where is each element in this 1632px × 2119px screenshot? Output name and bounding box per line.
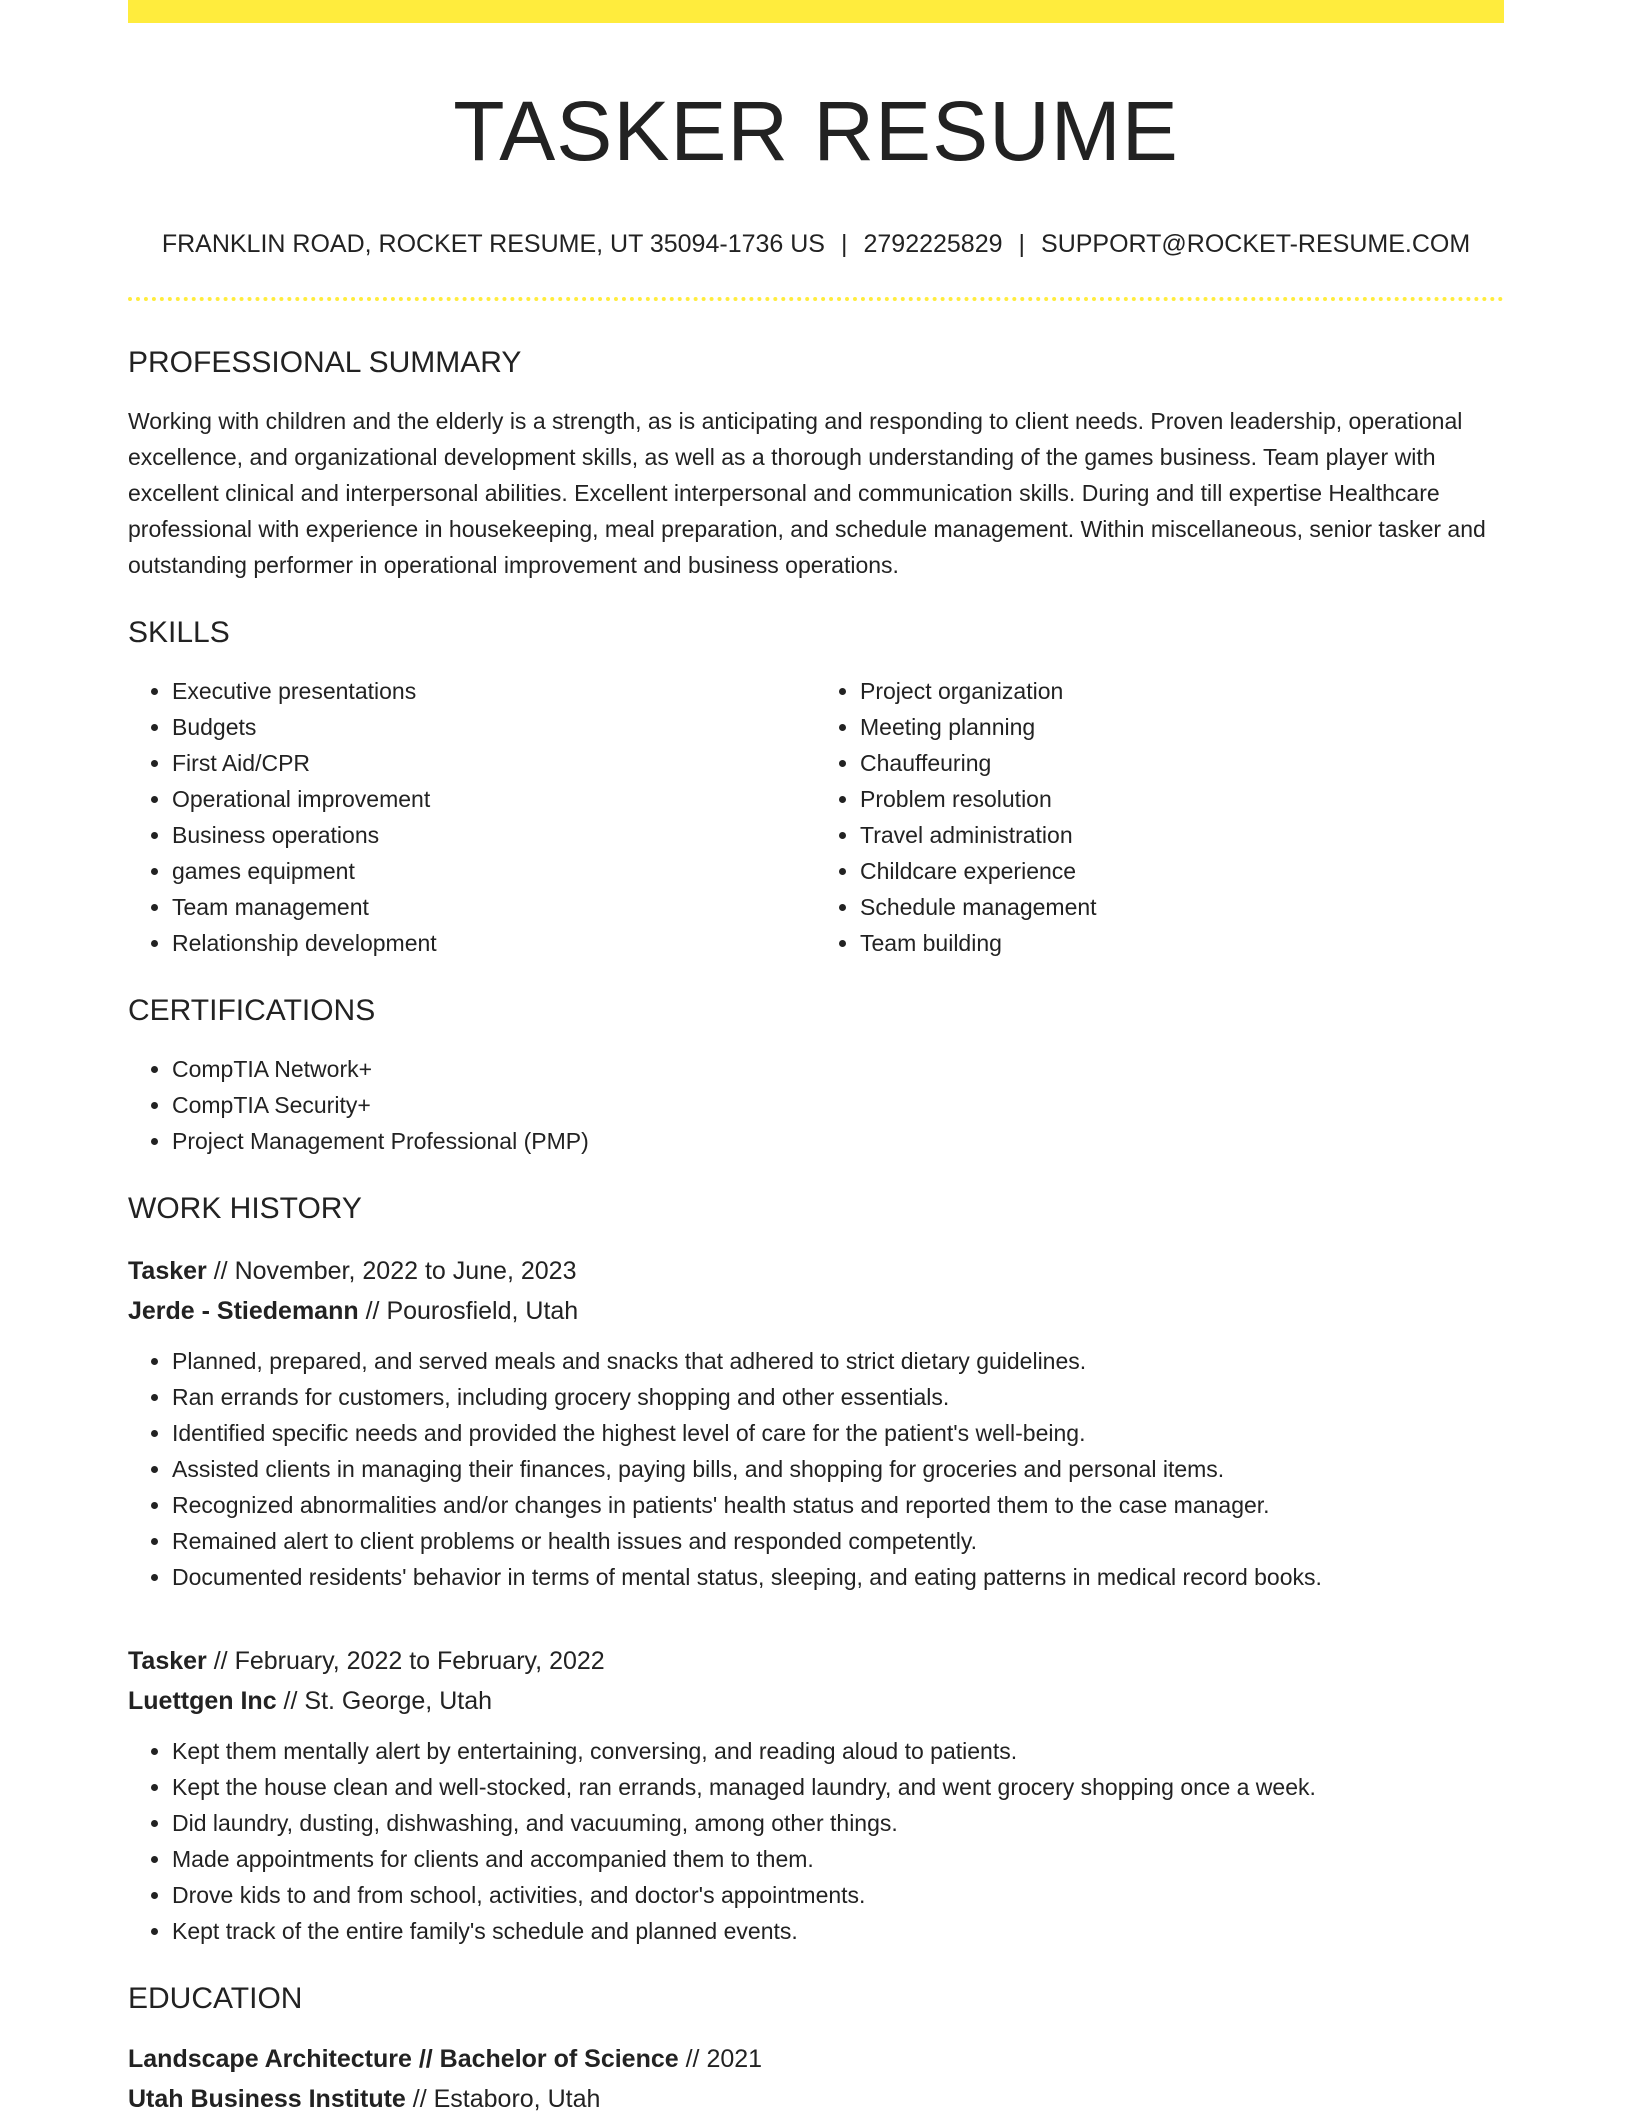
contact-line [128, 230, 1504, 259]
job-bullet: • Identified specific needs and provided the highest level of care for the patient's well-being. [172, 1415, 1504, 1451]
job-bullets [128, 1343, 1504, 1595]
skill-item: • Business operations [172, 817, 816, 853]
contact-separator: | [840, 229, 848, 258]
job-title-line [128, 1641, 1504, 1681]
skill-item: • Team building [860, 925, 1504, 961]
skills-list-left [128, 673, 816, 961]
dotted-divider [128, 297, 1504, 301]
contact-email: SUPPORT@ROCKET-RESUME.COM [1041, 229, 1471, 258]
job-bullet: • Kept them mentally alert by entertaining, conversing, and reading aloud to patients. [172, 1733, 1504, 1769]
job-title: Tasker [128, 1256, 207, 1285]
work-history-section [128, 1191, 1504, 1949]
skill-item: • Childcare experience [860, 853, 1504, 889]
skill-item: • Chauffeuring [860, 745, 1504, 781]
job-bullet: • Drove kids to and from school, activities, and doctor's appointments. [172, 1877, 1504, 1913]
job-dates: November, 2022 to June, 2023 [234, 1256, 577, 1285]
skills-grid [128, 673, 1504, 961]
skill-item: • Problem resolution [860, 781, 1504, 817]
job-bullet: • Recognized abnormalities and/or changes in patients' health status and reported them to the case manager. [172, 1487, 1504, 1523]
certification-item: • Project Management Professional (PMP) [172, 1123, 1504, 1159]
job-company: Jerde - Stiedemann [128, 1296, 359, 1325]
summary-text: Working with children and the elderly is a strength, as is anticipating and responding to client needs. Proven leadership, operational excellence, and organizational development skills, as well as a thorough understanding of the games business. Team player with excellent clinical and interpersonal abilities. Excellent interpersonal and communication skills. During and till expertise Healthcare professional with experience in housekeeping, meal preparation, and schedule management. Within miscellaneous, senior tasker and outstanding performer in operational improvement and business operations. [128, 407, 1486, 578]
certifications-heading: CERTIFICATIONS [128, 993, 376, 1027]
education-location: Estaboro, Utah [433, 2084, 601, 2113]
delimiter: // [405, 2084, 434, 2113]
job-entry [128, 1641, 1504, 1949]
job-bullet: • Did laundry, dusting, dishwashing, and vacuuming, among other things. [172, 1805, 1504, 1841]
skill-item: • Budgets [172, 709, 816, 745]
skills-heading: SKILLS [128, 615, 230, 649]
job-bullets [128, 1733, 1504, 1949]
certifications-list [128, 1051, 1504, 1159]
skill-item: • Travel administration [860, 817, 1504, 853]
job-bullet: • Made appointments for clients and accompanied them to them. [172, 1841, 1504, 1877]
skill-item: • First Aid/CPR [172, 745, 816, 781]
job-company-line [128, 1291, 1504, 1331]
skill-item: • Project organization [860, 673, 1504, 709]
skill-item: • Meeting planning [860, 709, 1504, 745]
delimiter: // [206, 1646, 235, 1675]
job-title-line [128, 1251, 1504, 1291]
skill-item: • Relationship development [172, 925, 816, 961]
summary-heading: PROFESSIONAL SUMMARY [128, 345, 522, 379]
skills-list-right [816, 673, 1504, 961]
job-location: St. George, Utah [304, 1686, 493, 1715]
skill-item: • Team management [172, 889, 816, 925]
education-entry [128, 2039, 1504, 2119]
job-company-line [128, 1681, 1504, 1721]
skill-item: • Executive presentations [172, 673, 816, 709]
education-section [128, 1981, 1504, 2119]
contact-separator: | [1018, 229, 1026, 258]
delimiter: // [358, 1296, 387, 1325]
job-dates: February, 2022 to February, 2022 [234, 1646, 605, 1675]
contact-phone: 2792225829 [863, 229, 1003, 258]
education-heading: EDUCATION [128, 1981, 303, 2015]
skill-item: • games equipment [172, 853, 816, 889]
job-title: Tasker [128, 1646, 207, 1675]
job-company: Luettgen Inc [128, 1686, 277, 1715]
certification-item: • CompTIA Security+ [172, 1087, 1504, 1123]
contact-address: FRANKLIN ROAD, ROCKET RESUME, UT 35094-1736 US [161, 229, 825, 258]
job-bullet: • Kept track of the entire family's schedule and planned events. [172, 1913, 1504, 1949]
summary-section [128, 345, 1504, 583]
job-bullet: • Remained alert to client problems or health issues and responded competently. [172, 1523, 1504, 1559]
resume-page [128, 0, 1504, 2119]
delimiter: // [206, 1256, 235, 1285]
certification-item: • CompTIA Network+ [172, 1051, 1504, 1087]
education-school-line [128, 2079, 1504, 2119]
education-school: Utah Business Institute [128, 2084, 406, 2113]
education-year: 2021 [706, 2044, 763, 2073]
delimiter: // [276, 1686, 305, 1715]
job-bullet: • Planned, prepared, and served meals and snacks that adhered to strict dietary guidelines. [172, 1343, 1504, 1379]
delimiter: // [678, 2044, 707, 2073]
top-accent-bar [128, 0, 1504, 23]
job-bullet: • Kept the house clean and well-stocked, ran errands, managed laundry, and went grocery shopping once a week. [172, 1769, 1504, 1805]
job-bullet: • Documented residents' behavior in terms of mental status, sleeping, and eating patterns in medical record books. [172, 1559, 1504, 1595]
education-degree: Landscape Architecture // Bachelor of Science [128, 2044, 679, 2073]
job-bullet: • Assisted clients in managing their finances, paying bills, and shopping for groceries and personal items. [172, 1451, 1504, 1487]
education-degree-line [128, 2039, 1504, 2079]
resume-title: TASKER RESUME [453, 84, 1179, 178]
job-entry [128, 1251, 1504, 1595]
skill-item: • Operational improvement [172, 781, 816, 817]
skills-section [128, 615, 1504, 961]
job-bullet: • Ran errands for customers, including grocery shopping and other essentials. [172, 1379, 1504, 1415]
certifications-section [128, 993, 1504, 1159]
job-location: Pourosfield, Utah [386, 1296, 579, 1325]
skill-item: • Schedule management [860, 889, 1504, 925]
work-history-heading: WORK HISTORY [128, 1191, 362, 1225]
